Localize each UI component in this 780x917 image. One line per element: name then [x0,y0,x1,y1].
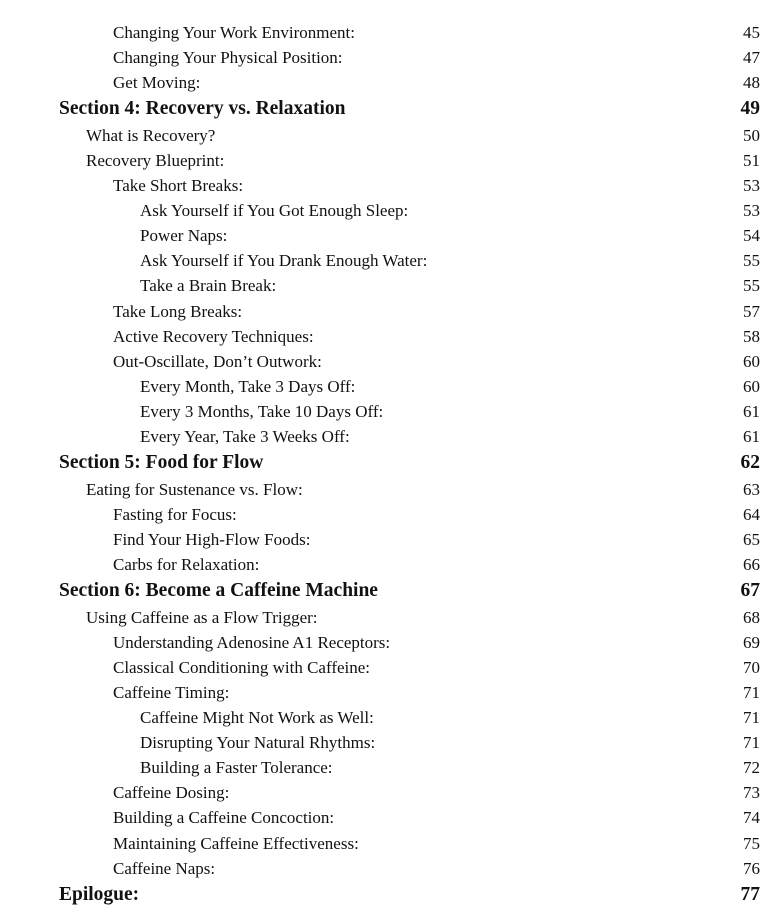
toc-entry-title: Take Long Breaks: [113,301,243,321]
toc-page-number: 45 [743,23,760,42]
toc-entry [0,680,780,705]
toc-page-number: 66 [743,554,760,574]
toc-entry-title: Building a Caffeine Concoction: [113,808,335,828]
toc-entry-title: Caffeine Timing: [113,682,230,702]
toc-entry-title: Building a Faster Tolerance: [140,758,333,778]
toc-entry-title: Carbs for Relaxation: [113,554,260,574]
toc-entry-title: Section 4: Recovery vs. Relaxation [59,98,346,120]
toc-page-number: 68 [743,607,760,627]
toc-page-number: 71 [743,708,760,728]
toc-entry [0,198,780,223]
toc-entry-title: Caffeine Naps: [113,858,216,878]
toc-entry-title: Every Month, Take 3 Days Off: [140,376,356,396]
toc-section-heading [0,95,780,123]
toc-page-number: 53 [743,176,760,196]
toc-page-number: 71 [743,733,760,753]
toc-entry [0,630,780,655]
toc-entry-title: Power Naps: [140,226,228,246]
toc-entry-title: Understanding Adenosine A1 Receptors: [113,632,391,652]
toc-page-number: 50 [743,125,760,145]
toc-entry [0,223,780,248]
toc-entry [0,148,780,173]
toc-entry [0,502,780,527]
toc-page-number: 54 [743,226,760,246]
toc-entry-title: Every 3 Months, Take 10 Days Off: [140,401,384,421]
toc-page-number: 72 [743,758,760,778]
toc-entry [0,273,780,298]
toc-page-number: 53 [743,201,760,221]
toc-entry-title: Out-Oscillate, Don’t Outwork: [113,351,322,371]
table-of-contents [0,20,780,908]
toc-page-number: 62 [740,452,760,474]
toc-entry-title: Recovery Blueprint: [86,150,225,170]
toc-entry-title: Ask Yourself if You Drank Enough Water: [140,251,428,271]
toc-entry [0,705,780,730]
toc-page-number: 70 [743,657,760,677]
toc-section-heading [0,449,780,477]
toc-page-number: 55 [743,276,760,296]
toc-section-heading [0,577,780,605]
toc-entry [0,349,780,374]
toc-entry-title: Caffeine Dosing: [113,783,230,803]
toc-page-number: 65 [743,529,760,549]
toc-entry [0,299,780,324]
toc-entry-title: What is Recovery? [86,125,216,145]
toc-entry [0,248,780,273]
toc-entry [0,605,780,630]
toc-page-number: 67 [740,580,760,602]
toc-entry [0,831,780,856]
toc-entry-title: Changing Your Physical Position: [113,48,343,68]
toc-entry-title: Caffeine Might Not Work as Well: [140,708,374,728]
toc-entry [0,374,780,399]
toc-entry [0,399,780,424]
toc-page-number: 75 [743,833,760,853]
toc-page-number: 60 [743,351,760,371]
toc-page-number: 61 [743,401,760,421]
toc-entry [0,730,780,755]
toc-entry [0,755,780,780]
toc-page-number: 63 [743,479,760,499]
toc-entry-title: Using Caffeine as a Flow Trigger: [86,607,318,627]
toc-entry [0,173,780,198]
toc-entry [0,552,780,577]
toc-page-number: 69 [743,632,760,652]
toc-entry [0,856,780,881]
toc-entry [0,70,780,95]
toc-entry [0,780,780,805]
toc-page-number: 71 [743,682,760,702]
toc-entry-title: Changing Your Work Environment: [113,23,355,42]
toc-entry-title: Section 5: Food for Flow [59,452,264,474]
toc-entry-title: Maintaining Caffeine Effectiveness: [113,833,359,853]
toc-entry-title: Every Year, Take 3 Weeks Off: [140,427,350,446]
toc-entry-title: Classical Conditioning with Caffeine: [113,657,371,677]
toc-entry [0,45,780,70]
toc-page-number: 76 [743,858,760,878]
toc-page-number: 47 [743,48,760,68]
toc-page-number: 64 [743,504,760,524]
toc-entry [0,477,780,502]
toc-entry-title: Eating for Sustenance vs. Flow: [86,479,303,499]
toc-entry [0,123,780,148]
toc-page-number: 49 [740,98,760,120]
toc-section-heading [0,881,780,909]
toc-page-number: 77 [740,883,760,905]
toc-page-number: 55 [743,251,760,271]
toc-entry-title: Section 6: Become a Caffeine Machine [59,580,378,602]
toc-entry [0,805,780,830]
toc-entry-title: Epilogue: [59,883,140,905]
toc-page-number: 61 [743,427,760,446]
toc-page-number: 51 [743,150,760,170]
toc-page-number: 60 [743,376,760,396]
toc-page-number: 58 [743,326,760,346]
toc-entry [0,527,780,552]
toc-page-number: 48 [743,73,760,93]
toc-entry-title: Fasting for Focus: [113,504,237,524]
toc-page-number: 73 [743,783,760,803]
toc-entry-title: Active Recovery Techniques: [113,326,314,346]
toc-page-number: 57 [743,301,760,321]
toc-entry [0,324,780,349]
toc-entry [0,20,780,45]
toc-entry [0,655,780,680]
toc-entry-title: Ask Yourself if You Got Enough Sleep: [140,201,409,221]
toc-page-number: 74 [743,808,760,828]
toc-entry-title: Take a Brain Break: [140,276,277,296]
toc-entry-title: Get Moving: [113,73,201,93]
toc-entry-title: Disrupting Your Natural Rhythms: [140,733,376,753]
toc-entry-title: Find Your High-Flow Foods: [113,529,311,549]
toc-entry-title: Take Short Breaks: [113,176,244,196]
toc-entry [0,424,780,449]
